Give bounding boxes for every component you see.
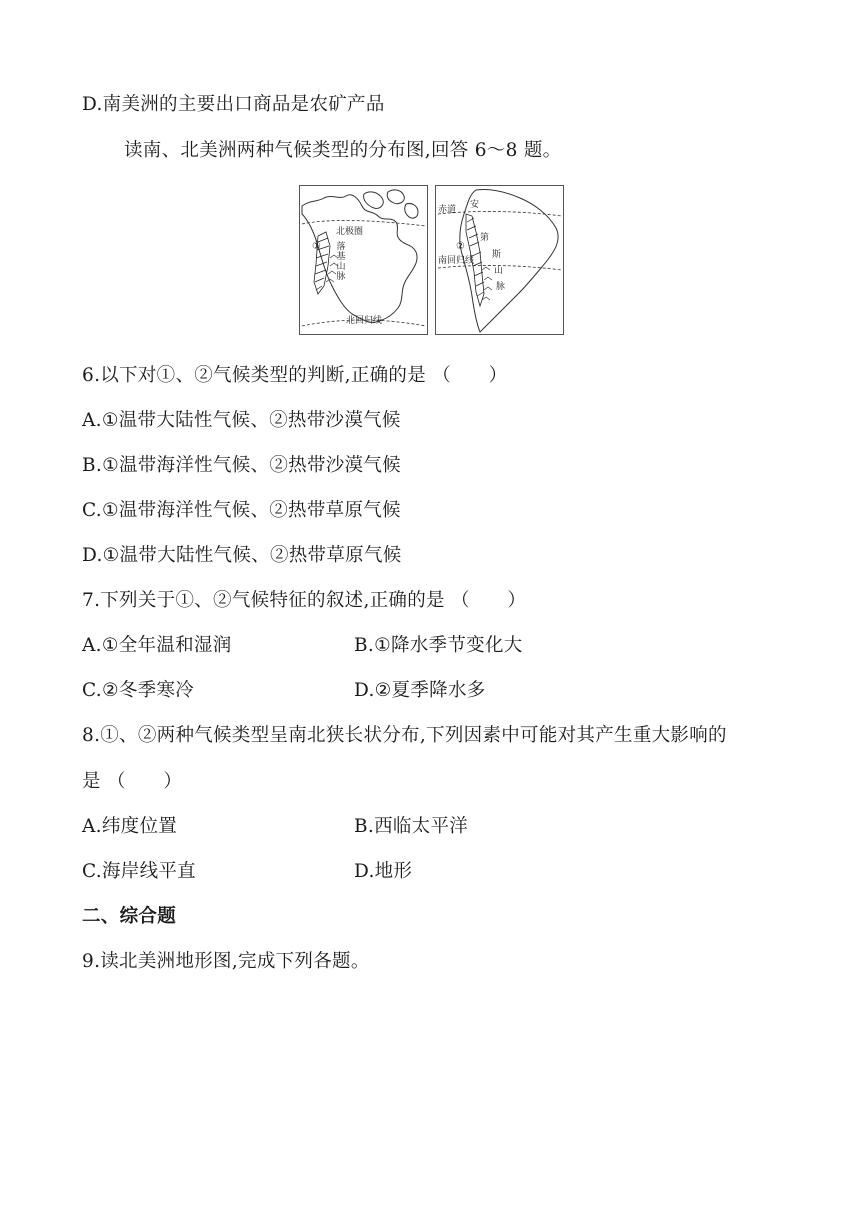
label-rocky-mountains xyxy=(336,242,346,282)
north-america-map xyxy=(299,185,428,335)
south-america-map xyxy=(435,185,564,335)
intro-text: 读南、北美洲两种气候类型的分布图,回答 6～8 题。 xyxy=(124,140,562,161)
question-7-option-b[interactable]: B.①降水季节变化大 xyxy=(354,635,523,656)
question-6-stem: 6.以下对①、②气候类型的判断,正确的是 （ ） xyxy=(82,365,508,386)
label-marker-1: ① xyxy=(312,241,321,252)
section-title: 二、综合题 xyxy=(82,906,177,927)
question-8-option-a[interactable]: A.纬度位置 xyxy=(82,816,178,837)
question-7-option-a[interactable]: A.①全年温和湿润 xyxy=(82,635,232,656)
question-6-option-c[interactable]: C.①温带海洋性气候、②热带草原气候 xyxy=(82,500,401,521)
question-7-option-c[interactable]: C.②冬季寒冷 xyxy=(82,680,195,701)
question-6-option-b[interactable]: B.①温带海洋性气候、②热带沙漠气候 xyxy=(82,455,401,476)
label-andes-char: 山 xyxy=(494,266,504,276)
rockies-char: 山 xyxy=(336,262,346,272)
label-arctic-circle: 北极圈 xyxy=(336,227,364,237)
label-andes-char: 脉 xyxy=(496,282,506,292)
rockies-char: 基 xyxy=(336,252,346,262)
question-6-option-d[interactable]: D.①温带大陆性气候、②热带草原气候 xyxy=(82,545,402,566)
label-tropic-cancer: 北回归线 xyxy=(346,316,383,326)
label-andes-char: 安 xyxy=(470,200,480,210)
question-8-option-c[interactable]: C.海岸线平直 xyxy=(82,861,196,882)
question-8-option-b[interactable]: B.西临太平洋 xyxy=(354,816,469,837)
question-8-option-d[interactable]: D.地形 xyxy=(354,861,413,882)
question-8-stem-line-1: 8.①、②两种气候类型呈南北狭长状分布,下列因素中可能对其产生重大影响的 xyxy=(82,725,727,746)
rockies-char: 脉 xyxy=(336,272,346,282)
rockies-char: 落 xyxy=(336,242,346,252)
question-9-stem: 9.读北美洲地形图,完成下列各题。 xyxy=(82,951,370,972)
label-andes-char: 第 xyxy=(480,233,490,243)
label-tropic-capricorn: 南回归线 xyxy=(438,256,475,266)
label-equator: 赤道 xyxy=(438,205,457,215)
question-8-stem-line-2: 是 （ ） xyxy=(82,771,183,792)
label-marker-2: ② xyxy=(456,241,465,252)
question-7-stem: 7.下列关于①、②气候特征的叙述,正确的是 （ ） xyxy=(82,590,527,611)
label-andes-char: 斯 xyxy=(492,250,502,260)
question-6-option-a[interactable]: A.①温带大陆性气候、②热带沙漠气候 xyxy=(82,410,401,431)
prev-option-d: D.南美洲的主要出口商品是农矿产品 xyxy=(82,94,385,115)
question-7-option-d[interactable]: D.②夏季降水多 xyxy=(354,680,486,701)
north-america-outline xyxy=(300,186,427,334)
